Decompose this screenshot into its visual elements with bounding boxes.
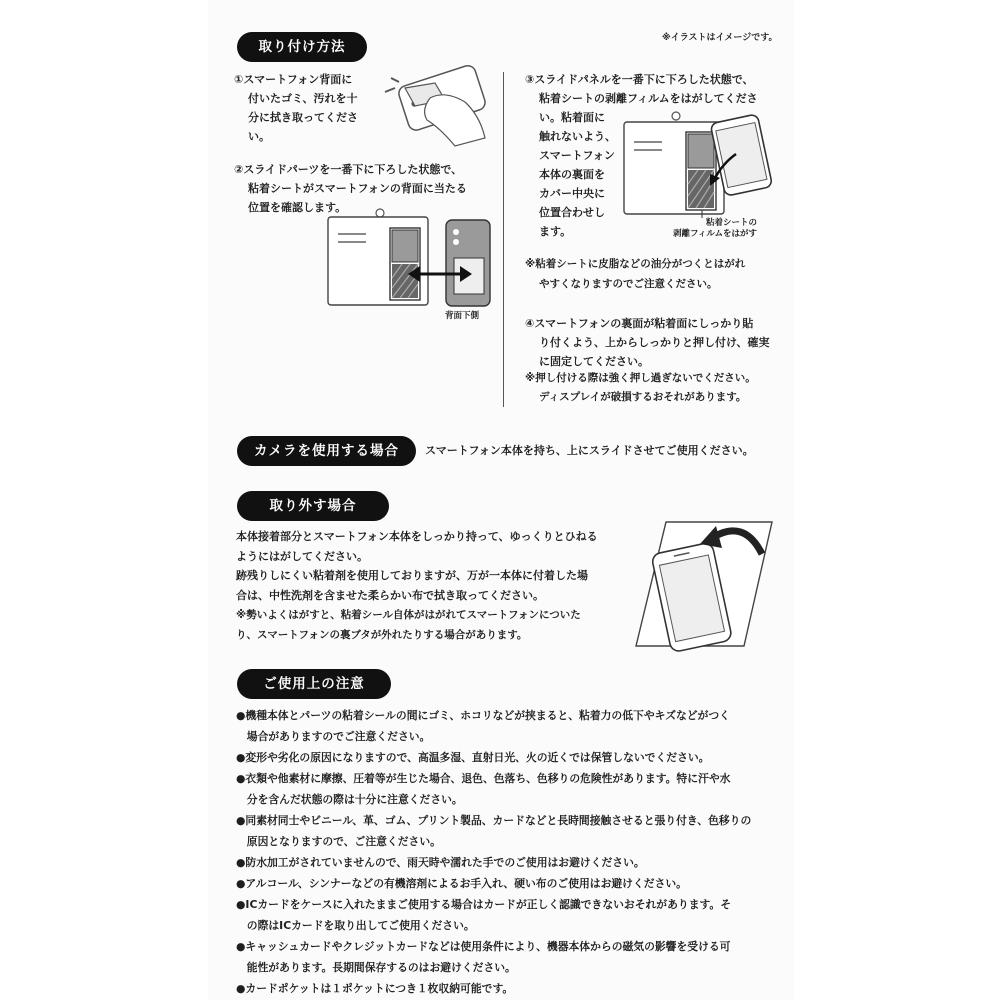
remove-text: 本体接着部分とスマートフォン本体をしっかり持って、ゆっくりとひねる ようにはがしてください。 跡残りしにくい粘着剤を使用しておりますが、万が一本体に付着した場 合は、中性洗剤を含ませた柔らかい布で拭き取ってください。 xyxy=(236,530,598,602)
caution-item: 分を含んだ状態の際は十分に注意ください。 xyxy=(236,793,463,806)
camera-text: スマートフォン本体を持ち、上にスライドさせてご使用ください。 xyxy=(425,444,754,457)
adhesive-note: ※粘着シートに皮脂などの油分がつくとはがれ やすくなりますのでご注意ください。 xyxy=(525,258,746,290)
caution-item: ●変形や劣化の原因になりますので、高温多湿、直射日光、火の近くでは保管しないでください。 xyxy=(236,751,710,764)
caution-item: の際はICカードを取り出してご使用ください。 xyxy=(236,919,475,932)
wipe-phone-illustration xyxy=(385,68,495,148)
install-heading: 取り付け方法 xyxy=(237,32,367,62)
column-divider xyxy=(503,72,504,407)
remove-phone-illustration xyxy=(626,514,776,654)
caution-item: ●機種本体とパーツの粘着シールの間にゴミ、ホコリなどが挟まると、粘着力の低下やキズなどがつく xyxy=(236,709,730,722)
caution-item: ●衣類や他素材に摩擦、圧着等が生じた場合、退色、色落ち、色移りの危険性があります。特に汗や水 xyxy=(236,772,731,785)
remove-heading: 取り外す場合 xyxy=(237,491,389,521)
step3-text: ③スライドパネルを一番下に下ろした状態で、 粘着シートの剥離フィルムをはがしてくださ xyxy=(525,73,758,105)
press-note: ※押し付ける際は強く押し過ぎないでください。 ディスプレイが破損するおそれがあります。 xyxy=(525,372,756,403)
caution-item: ●カードポケットは１ポケットにつき１枚収納可能です。 xyxy=(236,982,514,995)
step4-text: ④スマートフォンの裏面が粘着面にしっかり貼 り付くよう、上からしっかりと押し付け、確実 に固定してください。 xyxy=(525,317,770,368)
slide-position-illustration xyxy=(328,210,493,310)
step2-text: ②スライドパーツを一番下に下ろした状態で、 粘着シートがスマートフォンの背面に当たる 位置を確認します。 xyxy=(234,163,467,214)
peel-film-illustration xyxy=(624,108,784,226)
step3-side-text: い。粘着面に 触れないよう、 スマートフォン 本体の裏面を カバー中央に 位置合わせし ます。 xyxy=(539,111,616,238)
caution-item: 能性があります。長期間保存するのはお避けください。 xyxy=(236,961,516,974)
peel-film-label: 粘着シートの 剥離フィルムをはがす xyxy=(673,218,758,239)
caution-item: ●ICカードをケースに入れたままご使用する場合はカードが正しく認識できないおそれがあります。そ xyxy=(236,898,732,911)
caution-list xyxy=(236,705,751,999)
caution-item: ●キャッシュカードやクレジットカードなどは使用条件により、機器本体からの磁気の影響を受ける可 xyxy=(236,940,731,953)
back-bottom-label: 背面下側 xyxy=(445,311,480,321)
caution-item: ●アルコール、シンナーなどの有機溶剤によるお手入れ、硬い布のご使用はお避けください。 xyxy=(236,877,687,890)
caution-item: 場合がありますのでご注意ください。 xyxy=(236,730,431,743)
remove-note: ※勢いよくはがすと、粘着シール自体がはがれてスマートフォンについた り、スマートフォンの裏ブタが外れたりする場合があります。 xyxy=(236,609,581,641)
camera-heading: カメラを使用する場合 xyxy=(237,436,416,466)
caution-heading: ご使用上の注意 xyxy=(237,669,391,699)
caution-item: ●同素材同士やビニール、革、ゴム、プリント製品、カードなどと長時間接触させると張り付き、色移りの xyxy=(236,814,752,827)
caution-item: ●防水加工がされていませんので、雨天時や濡れた手でのご使用はお避けください。 xyxy=(236,856,645,869)
caution-item: 原因となりますので、ご注意ください。 xyxy=(236,835,441,848)
illustration-note: ※イラストはイメージです。 xyxy=(662,33,778,43)
step1-text: ①スマートフォン背面に 付いたゴミ、汚れを十 分に拭き取ってくださ い。 xyxy=(234,73,358,143)
